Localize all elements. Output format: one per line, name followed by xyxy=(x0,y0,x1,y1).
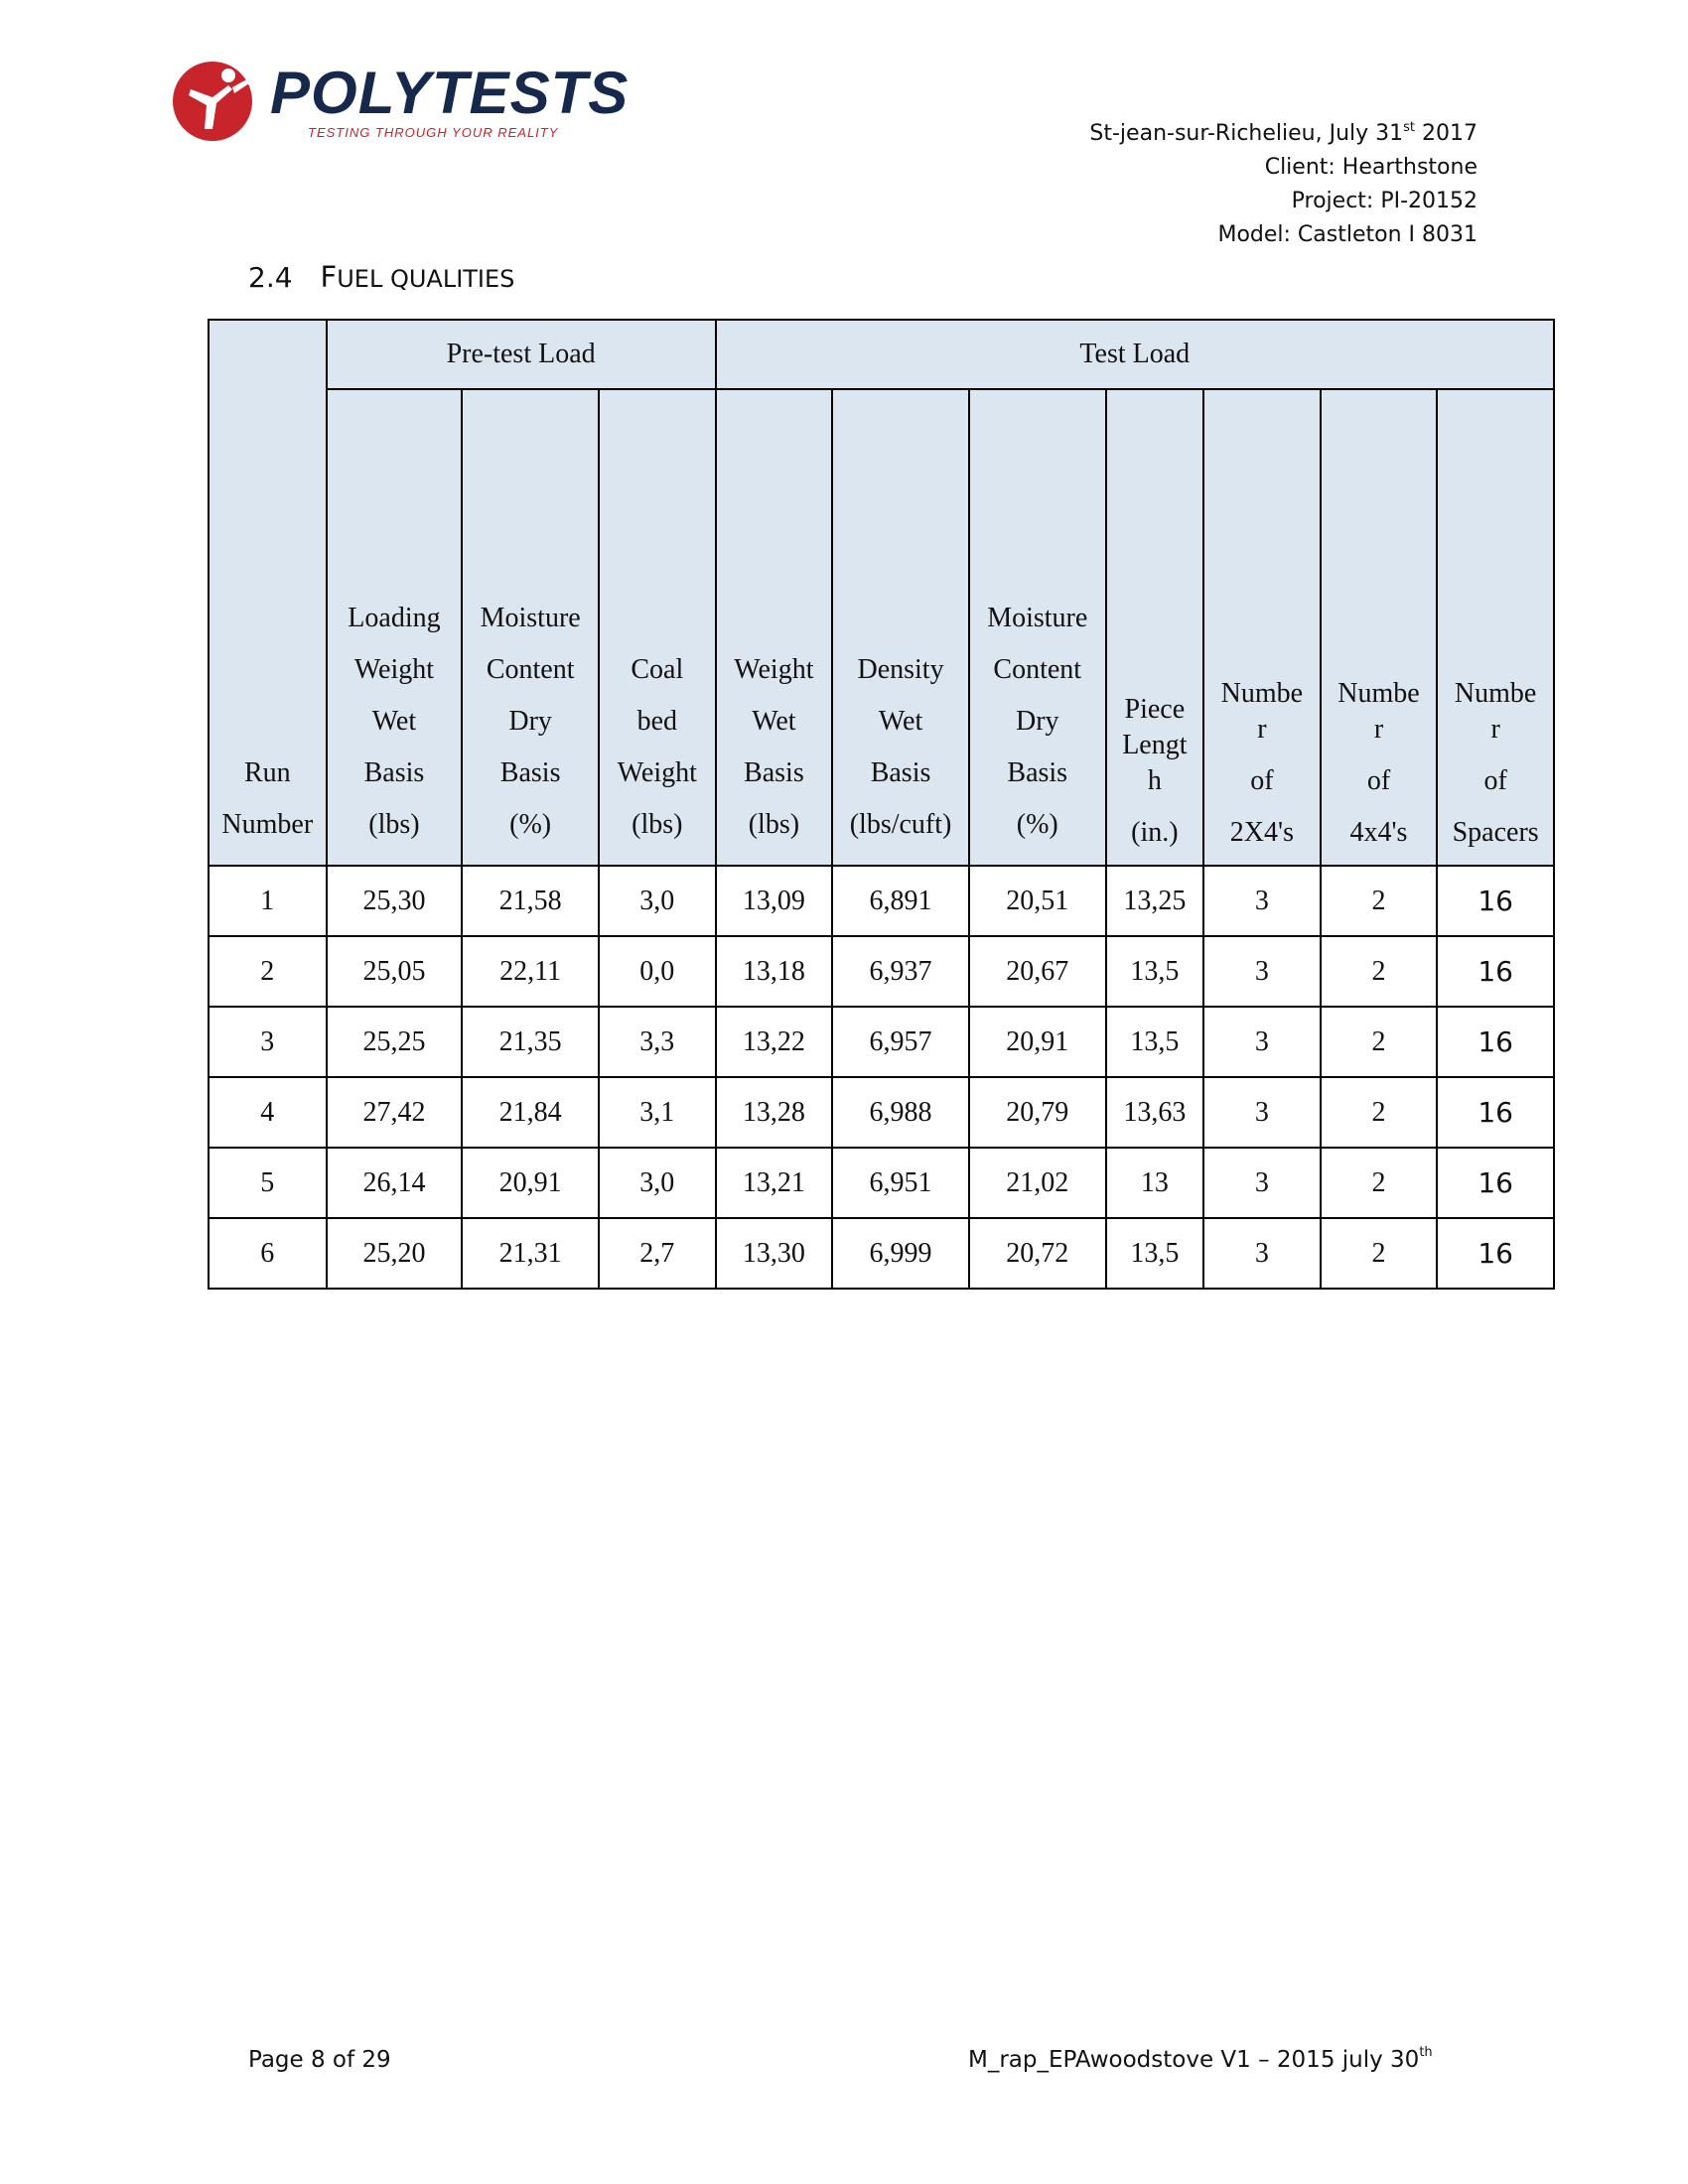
column-header-number-2x4: Numbe r of 2X4's xyxy=(1203,389,1321,866)
cell-number-2x4: 3 xyxy=(1203,1077,1321,1148)
section-number: 2.4 xyxy=(248,261,293,294)
cell-piece-length: 13,25 xyxy=(1106,866,1204,936)
cell-number-4x4: 2 xyxy=(1321,1007,1438,1077)
column-header-weight-wet: Weight Wet Basis (lbs) xyxy=(716,389,833,866)
cell-piece-length: 13,5 xyxy=(1106,1218,1204,1289)
column-header-coal-bed: Coal bed Weight (lbs) xyxy=(599,389,716,866)
table-row xyxy=(209,1218,1554,1289)
cell-run: 4 xyxy=(209,1077,327,1148)
cell-run: 2 xyxy=(209,936,327,1007)
cell-number-4x4: 2 xyxy=(1321,1077,1438,1148)
group-header-pretest: Pre-test Load xyxy=(327,320,716,389)
cell-loading-weight: 27,42 xyxy=(327,1077,463,1148)
runner-circle-icon xyxy=(169,58,268,147)
cell-test-moisture: 20,72 xyxy=(969,1218,1106,1289)
cell-weight-wet: 13,30 xyxy=(716,1218,833,1289)
cell-number-4x4: 2 xyxy=(1321,936,1438,1007)
cell-loading-weight: 25,20 xyxy=(327,1218,463,1289)
cell-number-spacers: 16 xyxy=(1437,1077,1554,1148)
table-body xyxy=(209,866,1554,1289)
table-row xyxy=(209,1148,1554,1218)
logo-tagline: TESTING THROUGH YOUR REALITY xyxy=(308,125,559,140)
cell-density: 6,957 xyxy=(832,1007,969,1077)
column-header-run-number: Run Number xyxy=(209,320,327,866)
section-heading xyxy=(248,260,514,294)
cell-piece-length: 13 xyxy=(1106,1148,1204,1218)
cell-pretest-moisture: 20,91 xyxy=(462,1148,599,1218)
footer-document-id: M_rap_EPAwoodstove V1 – 2015 july 30th xyxy=(968,2045,1433,2073)
cell-test-moisture: 21,02 xyxy=(969,1148,1106,1218)
logo-brand: POLYTESTS xyxy=(270,60,630,126)
project-line: Project: PI-20152 xyxy=(1291,189,1477,213)
cell-piece-length: 13,5 xyxy=(1106,1007,1204,1077)
cell-coal-bed: 3,1 xyxy=(599,1077,716,1148)
column-header-piece-length: Piece Lengt h (in.) xyxy=(1106,389,1204,866)
date-suffix: st xyxy=(1403,120,1416,135)
fuel-qualities-table xyxy=(208,319,1555,1290)
cell-coal-bed: 0,0 xyxy=(599,936,716,1007)
cell-test-moisture: 20,51 xyxy=(969,866,1106,936)
cell-loading-weight: 26,14 xyxy=(327,1148,463,1218)
cell-test-moisture: 20,67 xyxy=(969,936,1106,1007)
cell-density: 6,999 xyxy=(832,1218,969,1289)
cell-weight-wet: 13,21 xyxy=(716,1148,833,1218)
column-header-loading-weight: Loading Weight Wet Basis (lbs) xyxy=(327,389,463,866)
cell-weight-wet: 13,28 xyxy=(716,1077,833,1148)
column-header-density: Density Wet Basis (lbs/cuft) xyxy=(832,389,969,866)
client-line: Client: Hearthstone xyxy=(1264,155,1477,180)
section-title-initial: F xyxy=(320,260,338,294)
cell-coal-bed: 3,0 xyxy=(599,1148,716,1218)
group-header-test: Test Load xyxy=(716,320,1554,389)
cell-coal-bed: 2,7 xyxy=(599,1218,716,1289)
cell-density: 6,937 xyxy=(832,936,969,1007)
table-row xyxy=(209,1007,1554,1077)
cell-run: 1 xyxy=(209,866,327,936)
cell-number-spacers: 16 xyxy=(1437,866,1554,936)
cell-loading-weight: 25,05 xyxy=(327,936,463,1007)
cell-number-spacers: 16 xyxy=(1437,1218,1554,1289)
cell-run: 6 xyxy=(209,1218,327,1289)
cell-number-spacers: 16 xyxy=(1437,1007,1554,1077)
column-header-test-moisture: Moisture Content Dry Basis (%) xyxy=(969,389,1106,866)
table-row xyxy=(209,866,1554,936)
cell-weight-wet: 13,22 xyxy=(716,1007,833,1077)
cell-number-spacers: 16 xyxy=(1437,936,1554,1007)
cell-test-moisture: 20,79 xyxy=(969,1077,1106,1148)
cell-coal-bed: 3,0 xyxy=(599,866,716,936)
footer-page-number: Page 8 of 29 xyxy=(248,2047,391,2073)
cell-coal-bed: 3,3 xyxy=(599,1007,716,1077)
cell-number-2x4: 3 xyxy=(1203,1218,1321,1289)
location-date: St-jean-sur-Richelieu, July 31st 2017 xyxy=(1089,120,1477,146)
cell-number-2x4: 3 xyxy=(1203,936,1321,1007)
cell-weight-wet: 13,18 xyxy=(716,936,833,1007)
cell-number-2x4: 3 xyxy=(1203,1148,1321,1218)
cell-number-4x4: 2 xyxy=(1321,1218,1438,1289)
table-row xyxy=(209,936,1554,1007)
table-row xyxy=(209,1077,1554,1148)
cell-test-moisture: 20,91 xyxy=(969,1007,1106,1077)
cell-run: 5 xyxy=(209,1148,327,1218)
cell-number-4x4: 2 xyxy=(1321,1148,1438,1218)
cell-density: 6,891 xyxy=(832,866,969,936)
cell-piece-length: 13,63 xyxy=(1106,1077,1204,1148)
cell-loading-weight: 25,30 xyxy=(327,866,463,936)
company-logo xyxy=(169,58,630,147)
cell-loading-weight: 25,25 xyxy=(327,1007,463,1077)
report-header xyxy=(1089,117,1477,252)
section-title-rest: UEL QUALITIES xyxy=(337,265,515,293)
cell-density: 6,951 xyxy=(832,1148,969,1218)
cell-density: 6,988 xyxy=(832,1077,969,1148)
cell-number-spacers: 16 xyxy=(1437,1148,1554,1218)
cell-pretest-moisture: 21,58 xyxy=(462,866,599,936)
cell-piece-length: 13,5 xyxy=(1106,936,1204,1007)
column-header-pretest-moisture: Moisture Content Dry Basis (%) xyxy=(462,389,599,866)
cell-pretest-moisture: 21,84 xyxy=(462,1077,599,1148)
column-header-number-spacers: Numbe r of Spacers xyxy=(1437,389,1554,866)
cell-number-2x4: 3 xyxy=(1203,1007,1321,1077)
cell-run: 3 xyxy=(209,1007,327,1077)
cell-pretest-moisture: 21,31 xyxy=(462,1218,599,1289)
model-line: Model: Castleton I 8031 xyxy=(1217,222,1477,247)
cell-pretest-moisture: 22,11 xyxy=(462,936,599,1007)
table-header xyxy=(209,320,1554,866)
cell-number-4x4: 2 xyxy=(1321,866,1438,936)
footer-date-suffix: th xyxy=(1419,2045,1433,2060)
cell-number-2x4: 3 xyxy=(1203,866,1321,936)
column-header-number-4x4: Numbe r of 4x4's xyxy=(1321,389,1438,866)
cell-pretest-moisture: 21,35 xyxy=(462,1007,599,1077)
cell-weight-wet: 13,09 xyxy=(716,866,833,936)
